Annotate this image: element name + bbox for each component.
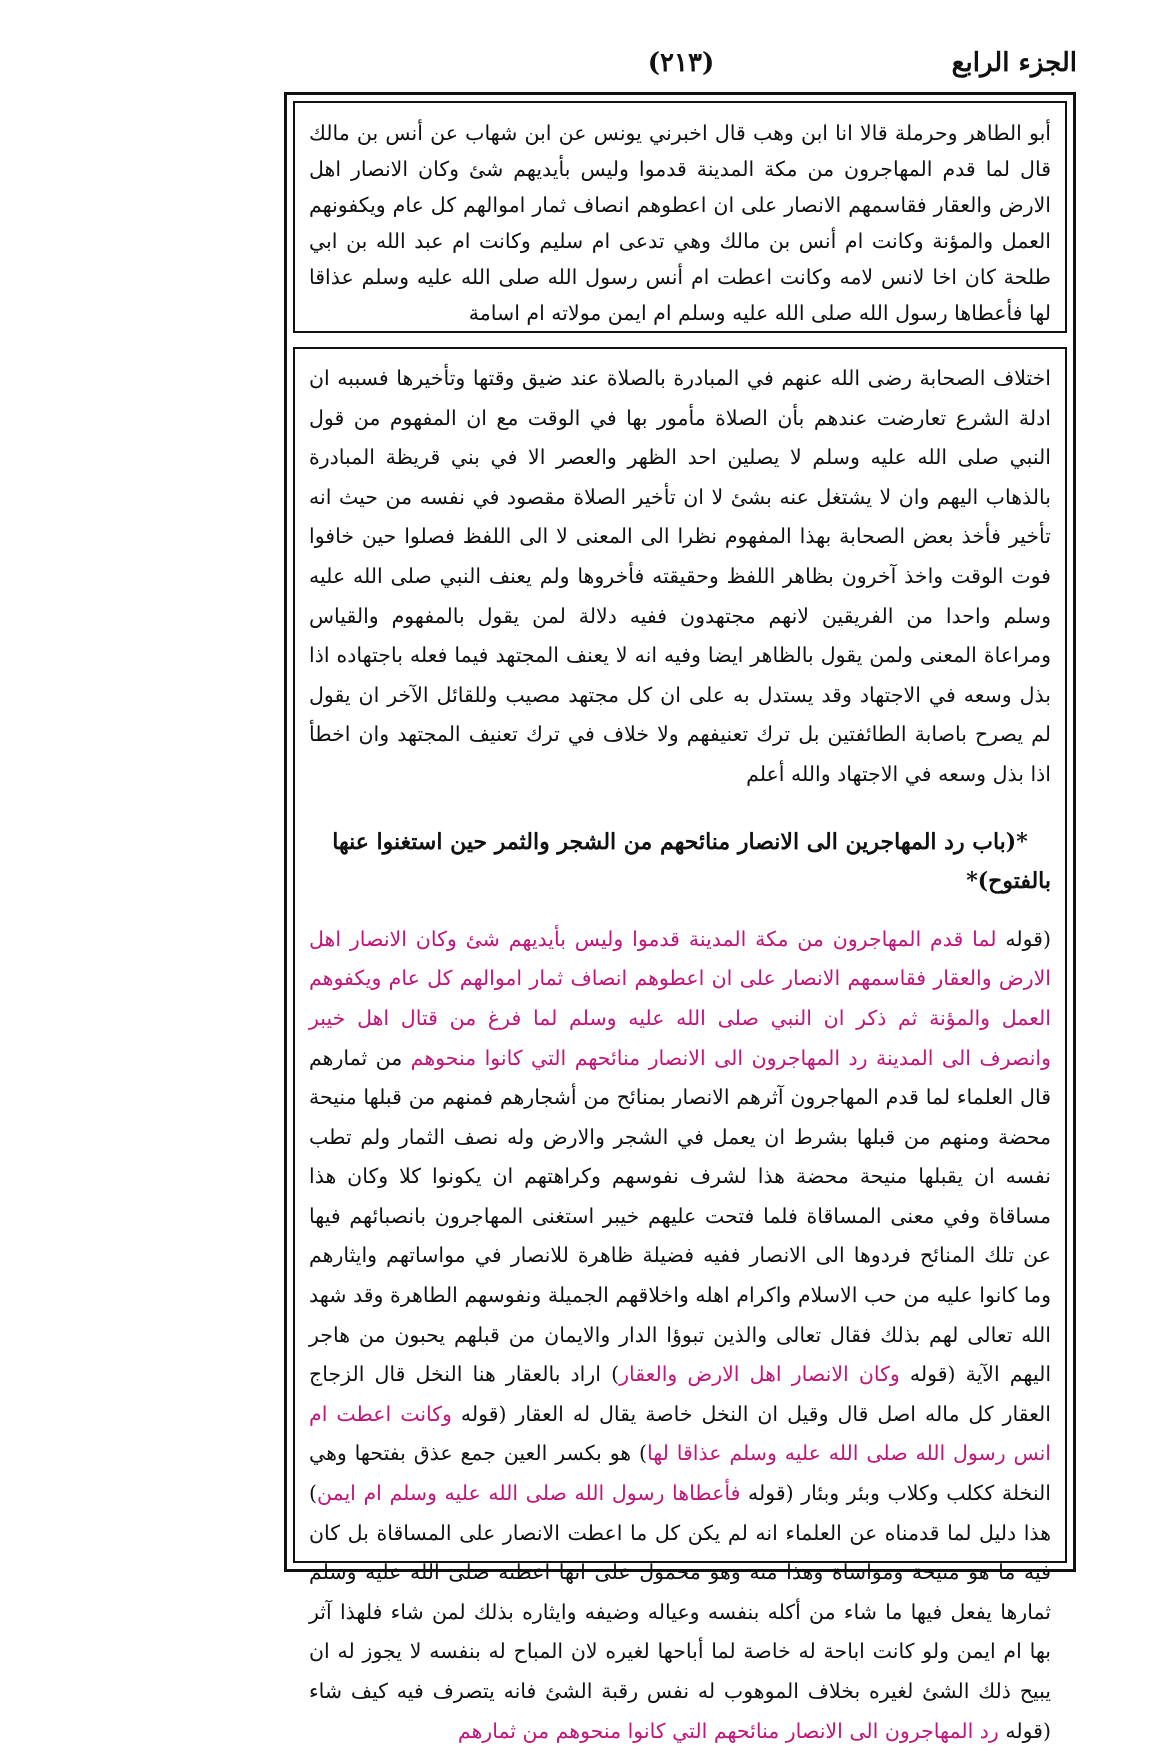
commentary-segment: ) هذا دليل لما قدمناه عن العلماء انه لم يكن كل ما اعطت الانصار على المساقاة بل كان فيه ما هو منيحة ومواساة وهذا منه وهو محمول على انها اعطته صلى الله عليه وسلم ثمارها يفعل فيها ما شاء من أكله بنفسه وعياله وضيفه وايثاره بذلك لمن شاء فلهذا آثر بها ام ايمن ولو كانت اباحة له خاصة لما أباحها لغيره لان المباح له بنفسه لا يجوز له ان يبيح ذلك الشئ لغيره بخلاف الموهوب له نفس رقبة الشئ فانه يتصرف فيه كيف شاء (قوله — [309, 1481, 1051, 1743]
commentary-segment: ) اراد بالعقار هنا النخل قال الزجاج العقار كل ماله اصل قال وقيل ان النخل خاصة يقال له العقار (قوله — [309, 1362, 1051, 1426]
page-frame — [284, 92, 1076, 1743]
chapter-heading: *(باب رد المهاجرين الى الانصار منائحهم من الشجر والثمر حين استغنوا عنها بالفتوح)* — [332, 828, 1051, 895]
commentary-segment: (قوله — [996, 926, 1051, 951]
quoted-matn-segment: لما قدم المهاجرون من مكة المدينة قدموا وليس بأيديهم شئ وكان الانصار اهل الارض والعقار فقاسمهم الانصار على ان اعطوهم انصاف ثمار اموالهم كل عام ويكفوهم العمل والمؤنة ثم ذكر ان النبي صلى الله عليه وسلم لما فرغ من قتال اهل خيبر وانصرف الى المدينة رد المهاجرون الى الانصار منائحهم التي كانوا منحوهم — [309, 926, 1051, 1070]
commentary-segment: ) هو بكسر العين جمع عذق بفتحها وهي النخلة ككلب وكلاب وبئر وبئار (قوله — [309, 1441, 1051, 1506]
page-header — [285, 48, 1077, 88]
quoted-matn-segment: وكانت اعطت ام انس رسول الله صلى الله عليه وسلم عذاقا لها — [309, 1401, 1051, 1466]
matn-text: أبو الطاهر وحرملة قالا انا ابن وهب قال اخبرني يونس عن ابن شهاب عن أنس بن مالك قال لما قدم المهاجرون من مكة المدينة قدموا وليس بأيديهم شئ وكان الانصار اهل الارض والعقار فقاسمهم الانصار على ان اعطوهم انصاف ثمار اموالهم كل عام ويكفونهم العمل والمؤنة وكانت ام أنس بن مالك وهي تدعى ام سليم وكانت ام عبد الله بن ابي طلحة كان اخا لانس لامه وكانت اعطت ام أنس رسول الله صلى الله عليه وسلم عذاقا لها فأعطاها رسول الله صلى الله عليه وسلم ام ايمن مولاته ام اسامة — [309, 121, 1051, 325]
commentary-segment: من ثمارهم قال العلماء لما قدم المهاجرون آثرهم الانصار بمنائح من أشجارهم فمنهم من قبلها منيحة محضة ومنهم من قبلها بشرط ان يعمل في الشجر والارض وله نصف الثمار ولم تطب نفسه ان يقبلها منيحة محضة هذا لشرف نفوسهم وكراهتهم ان يكونوا كلا وكان هذا مساقاة وفي معنى المساقاة فلما فتحت عليهم خيبر استغنى المهاجرون بانصبائهم فيها عن تلك المنائح فردوها الى الانصار ففيه فضيلة ظاهرة للانصار في مواساتهم وايثارهم وما كانوا عليه من حب الاسلام واكرام اهله واخلاقهم الجميلة ونفوسهم الطاهرة وقد شهد الله تعالى لهم بذلك فقال تعالى والذين تبوؤا الدار والايمان من قبلهم يحبون من هاجر اليهم الآية (قوله — [309, 1045, 1052, 1387]
sharh-main-paragraph — [309, 920, 1051, 1751]
sharh-body — [295, 349, 1065, 1751]
page-number: (٢١٣) — [647, 48, 715, 78]
volume-part-label: الجزء الرابع — [951, 48, 1077, 78]
quoted-matn-segment: رد المهاجرون الى الانصار منائحهم التي كانوا منحوهم من ثمارهم — [457, 1718, 999, 1743]
quoted-matn-segment: وكان الانصار اهل الارض والعقار — [619, 1362, 900, 1387]
sharh-box — [293, 347, 1067, 1743]
sharh-intro-paragraph: اختلاف الصحابة رضى الله عنهم في المبادرة بالصلاة عند ضيق وقتها وتأخيرها فسببه ان ادلة الشرع تعارضت عندهم بأن الصلاة مأمور بها في الوقت مع ان المفهوم من قول النبي صلى الله عليه وسلم لا يصلين احد الظهر والعصر الا في بني قريظة المبادرة بالذهاب اليهم وان لا يشتغل عنه بشئ لا ان تأخير الصلاة مقصود في نفسه من حيث انه تأخير فأخذ بعض الصحابة بهذا المفهوم نظرا الى المعنى لا الى اللفظ فصلوا حين خافوا فوت الوقت واخذ آخرون بظاهر اللفظ وحقيقته فأخروها ولم يعنف النبي صلى الله عليه وسلم واحدا من الفريقين لانهم مجتهدون ففيه دلالة لمن يقول بالمفهوم والقياس ومراعاة المعنى ولمن يقول بالظاهر ايضا وفيه انه لا يعنف المجتهد فيما فعله باجتهاده اذا بذل وسعه في الاجتهاد وقد يستدل به على ان كل مجتهد مصيب وللقائل الآخر ان يقول لم يصرح باصابة الطائفتين بل ترك تعنيفهم ولا خلاف في ترك تعنيف المجتهد وان اخطأ اذا بذل وسعه في الاجتهاد والله أعلم — [309, 366, 1051, 786]
matn-box — [293, 101, 1067, 333]
quoted-matn-segment: فأعطاها رسول الله صلى الله عليه وسلم ام ايمن — [317, 1481, 741, 1506]
